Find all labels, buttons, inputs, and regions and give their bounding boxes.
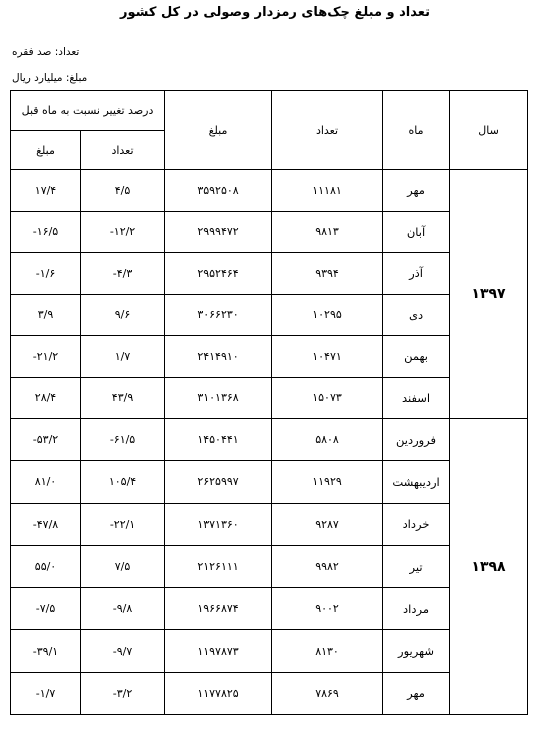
count-cell: ۹۲۸۷ <box>272 503 383 545</box>
month-cell: مهر <box>383 672 450 714</box>
month-cell: فروردین <box>383 419 450 461</box>
amount-cell: ۲۹۹۹۴۷۲ <box>165 211 272 253</box>
change-amount-cell: -۳۹/۱ <box>11 630 81 672</box>
count-cell: ۵۸۰۸ <box>272 419 383 461</box>
count-cell: ۹۳۹۴ <box>272 253 383 295</box>
amount-cell: ۳۵۹۲۵۰۸ <box>165 170 272 212</box>
amount-cell: ۱۴۵۰۴۴۱ <box>165 419 272 461</box>
change-count-cell: ۴۳/۹ <box>81 377 165 419</box>
amount-cell: ۱۱۷۷۸۲۵ <box>165 672 272 714</box>
count-cell: ۱۰۴۷۱ <box>272 336 383 378</box>
month-cell: بهمن <box>383 336 450 378</box>
change-count-cell: -۹/۷ <box>81 630 165 672</box>
change-amount-cell: -۷/۵ <box>11 588 81 630</box>
header-change-count: تعداد <box>81 131 165 170</box>
unit-note-amount: مبلغ: میلیارد ریال <box>12 72 88 84</box>
month-cell: شهریور <box>383 630 450 672</box>
change-count-cell: ۹/۶ <box>81 294 165 336</box>
change-count-cell: ۱۰۵/۴ <box>81 461 165 503</box>
cheque-table <box>10 90 528 715</box>
year-cell: ۱۳۹۷ <box>450 170 528 419</box>
change-amount-cell: -۱/۶ <box>11 253 81 295</box>
change-count-cell: -۴/۳ <box>81 253 165 295</box>
count-cell: ۱۱۹۲۹ <box>272 461 383 503</box>
table-row <box>11 170 528 212</box>
change-count-cell: -۳/۲ <box>81 672 165 714</box>
month-cell: اردیبهشت <box>383 461 450 503</box>
change-amount-cell: ۸۱/۰ <box>11 461 81 503</box>
change-amount-cell: -۴۷/۸ <box>11 503 81 545</box>
change-amount-cell: -۲۱/۲ <box>11 336 81 378</box>
count-cell: ۹۸۱۳ <box>272 211 383 253</box>
header-change-group: درصد تغییر نسبت به ماه قبل <box>11 91 165 131</box>
change-count-cell: -۹/۸ <box>81 588 165 630</box>
count-cell: ۹۰۰۲ <box>272 588 383 630</box>
change-count-cell: -۲۲/۱ <box>81 503 165 545</box>
change-amount-cell: ۳/۹ <box>11 294 81 336</box>
month-cell: دی <box>383 294 450 336</box>
count-cell: ۱۵۰۷۳ <box>272 377 383 419</box>
amount-cell: ۱۳۷۱۳۶۰ <box>165 503 272 545</box>
amount-cell: ۱۱۹۷۸۷۳ <box>165 630 272 672</box>
header-year: سال <box>450 91 528 170</box>
count-cell: ۹۹۸۲ <box>272 545 383 587</box>
table-body <box>11 170 528 715</box>
header-month: ماه <box>383 91 450 170</box>
amount-cell: ۲۹۵۲۴۶۴ <box>165 253 272 295</box>
month-cell: مرداد <box>383 588 450 630</box>
change-count-cell: ۴/۵ <box>81 170 165 212</box>
month-cell: آبان <box>383 211 450 253</box>
header-amount: مبلغ <box>165 91 272 170</box>
change-amount-cell: ۵۵/۰ <box>11 545 81 587</box>
unit-note-count: تعداد: صد فقره <box>12 46 80 58</box>
table-row <box>11 419 528 461</box>
change-count-cell: -۶۱/۵ <box>81 419 165 461</box>
count-cell: ۱۰۲۹۵ <box>272 294 383 336</box>
header-change-amount: مبلغ <box>11 131 81 170</box>
change-count-cell: -۱۲/۲ <box>81 211 165 253</box>
amount-cell: ۲۶۲۵۹۹۷ <box>165 461 272 503</box>
count-cell: ۱۱۱۸۱ <box>272 170 383 212</box>
change-count-cell: ۱/۷ <box>81 336 165 378</box>
month-cell: مهر <box>383 170 450 212</box>
amount-cell: ۲۱۲۶۱۱۱ <box>165 545 272 587</box>
change-amount-cell: -۵۳/۲ <box>11 419 81 461</box>
page-title: تعداد و مبلغ چک‌های رمزدار وصولی در کل کشور <box>120 5 430 20</box>
month-cell: خرداد <box>383 503 450 545</box>
month-cell: اسفند <box>383 377 450 419</box>
month-cell: آذر <box>383 253 450 295</box>
amount-cell: ۲۴۱۴۹۱۰ <box>165 336 272 378</box>
amount-cell: ۱۹۶۶۸۷۴ <box>165 588 272 630</box>
count-cell: ۷۸۶۹ <box>272 672 383 714</box>
amount-cell: ۳۰۶۶۲۳۰ <box>165 294 272 336</box>
header-count: تعداد <box>272 91 383 170</box>
amount-cell: ۳۱۰۱۳۶۸ <box>165 377 272 419</box>
month-cell: تیر <box>383 545 450 587</box>
year-cell: ۱۳۹۸ <box>450 419 528 715</box>
change-amount-cell: ۲۸/۴ <box>11 377 81 419</box>
change-amount-cell: -۱۶/۵ <box>11 211 81 253</box>
change-count-cell: ۷/۵ <box>81 545 165 587</box>
change-amount-cell: ۱۷/۴ <box>11 170 81 212</box>
change-amount-cell: -۱/۷ <box>11 672 81 714</box>
count-cell: ۸۱۳۰ <box>272 630 383 672</box>
